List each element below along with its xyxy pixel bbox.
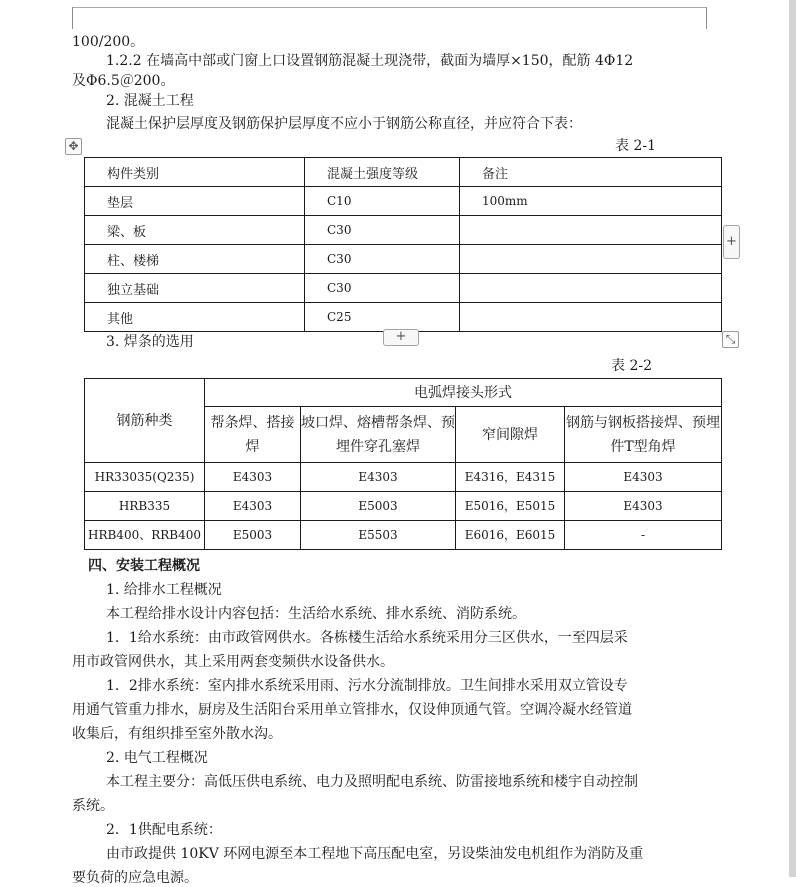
section-heading: 2. 混凝土工程 <box>106 93 194 109</box>
table-cell: HRB335 <box>85 492 205 521</box>
plus-icon: + <box>395 329 407 344</box>
page-top-border <box>72 7 706 8</box>
text-line: 混凝土保护层厚度及钢筋保护层厚度不应小于钢筋公称直径，并应符合下表： <box>106 116 582 132</box>
table-caption: 表 2-2 <box>611 358 652 374</box>
move-icon: ✥ <box>68 139 79 153</box>
add-row-button[interactable] <box>383 329 419 346</box>
table-header-cell: 混凝土强度等级 <box>305 158 460 187</box>
window-right-edge <box>789 0 796 877</box>
table-cell: E4303 <box>205 492 301 521</box>
crop-mark-left <box>72 7 73 29</box>
text-line: 系统。 <box>72 798 114 814</box>
table-cell: C30 <box>305 216 460 245</box>
table-cell: E5503 <box>301 521 456 550</box>
text-line: 用市政管网供水，其上采用两套变频供水设备供水。 <box>72 654 394 670</box>
text-line: 2．1供配电系统： <box>106 822 222 838</box>
text-line: 本工程主要分：高低压供电系统、电力及照明配电系统、防雷接地系统和楼宇自动控制 <box>106 774 638 790</box>
table-resize-handle[interactable] <box>722 331 739 348</box>
table-cell: - <box>565 521 722 550</box>
table-cell: HRB400、RRB400 <box>85 521 205 550</box>
table-cell: 垫层 <box>85 187 305 216</box>
text-line: 100/200。 <box>72 34 145 50</box>
text-line: 本工程给排水设计内容包括：生活给水系统、排水系统、消防系统。 <box>106 606 526 622</box>
table-cell: HR33035(Q235) <box>85 463 205 492</box>
table-header-row <box>85 158 722 187</box>
table-header-cell: 构件类别 <box>85 158 305 187</box>
table-cell: 柱、楼梯 <box>85 245 305 274</box>
table-cell: E5003 <box>301 492 456 521</box>
table-cell: 独立基础 <box>85 274 305 303</box>
table-cell: E5016，E5015 <box>456 492 565 521</box>
table-cell: E4303 <box>565 492 722 521</box>
table-cell <box>460 216 722 245</box>
table-cell: C25 <box>305 303 460 332</box>
crop-mark-right <box>706 7 707 29</box>
section-heading: 2. 电气工程概况 <box>106 750 208 766</box>
section-heading: 四、安装工程概况 <box>88 558 200 574</box>
resize-icon: ⤡ <box>725 332 736 346</box>
table-cell: 梁、板 <box>85 216 305 245</box>
section-heading: 3. 焊条的选用 <box>106 334 194 350</box>
table-header-cell: 钢筋种类 <box>85 379 205 463</box>
welding-rod-table <box>84 378 722 550</box>
table-cell: C30 <box>305 245 460 274</box>
text-line: 由市政提供 10KV 环网电源至本工程地下高压配电室，另设柴油发电机组作为消防及重 <box>106 846 644 862</box>
table-row <box>85 303 722 332</box>
table-cell: C30 <box>305 274 460 303</box>
text-line: 1.2.2 在墙高中部或门窗上口设置钢筋混凝土现浇带，截面为墙厚×150，配筋 4Φ12 <box>106 53 634 69</box>
table-row <box>85 521 722 550</box>
add-column-button[interactable] <box>723 225 740 259</box>
concrete-cover-table <box>84 157 722 332</box>
table-header-cell: 窄间隙焊 <box>456 407 565 463</box>
text-line: 1．2排水系统：室内排水系统采用雨、污水分流制排放。卫生间排水采用双立管设专 <box>106 678 628 694</box>
table-move-handle[interactable] <box>65 138 82 155</box>
table-cell: E4303 <box>205 463 301 492</box>
table-row <box>85 274 722 303</box>
table-cell: 其他 <box>85 303 305 332</box>
table-cell: E6016，E6015 <box>456 521 565 550</box>
text-line: 收集后，有组织排至室外散水沟。 <box>72 726 282 742</box>
table-cell <box>460 303 722 332</box>
table-cell: 100mm <box>460 187 722 216</box>
table-cell: E5003 <box>205 521 301 550</box>
table-row <box>85 187 722 216</box>
table-caption: 表 2-1 <box>615 138 656 154</box>
table-cell: E4303 <box>565 463 722 492</box>
text-line: 用通气管重力排水，厨房及生活阳台采用单立管排水，仅设伸顶通气管。空调冷凝水经管道 <box>72 702 632 718</box>
table-row <box>85 216 722 245</box>
table-cell <box>460 245 722 274</box>
plus-icon: + <box>726 234 737 249</box>
table-row <box>85 245 722 274</box>
table-cell: C10 <box>305 187 460 216</box>
table-header-cell: 钢筋与钢板搭接焊、预埋件T型角焊 <box>565 407 722 463</box>
text-line: 及Φ6.5＠200。 <box>72 73 175 89</box>
table-row <box>85 463 722 492</box>
table-header-cell: 备注 <box>460 158 722 187</box>
text-line: 1．1给水系统：由市政管网供水。各栋楼生活给水系统采用分三区供水，一至四层采 <box>106 630 628 646</box>
table-row <box>85 492 722 521</box>
table-cell: E4316，E4315 <box>456 463 565 492</box>
table-header-cell: 帮条焊、搭接焊 <box>205 407 301 463</box>
table-cell <box>460 274 722 303</box>
text-line: 要负荷的应急电源。 <box>72 870 198 886</box>
table-group-header: 电弧焊接头形式 <box>205 379 722 407</box>
table-header-row <box>85 379 722 407</box>
section-heading: 1. 给排水工程概况 <box>106 582 222 598</box>
table-header-cell: 坡口焊、熔槽帮条焊、预埋件穿孔塞焊 <box>301 407 456 463</box>
table-cell: E4303 <box>301 463 456 492</box>
